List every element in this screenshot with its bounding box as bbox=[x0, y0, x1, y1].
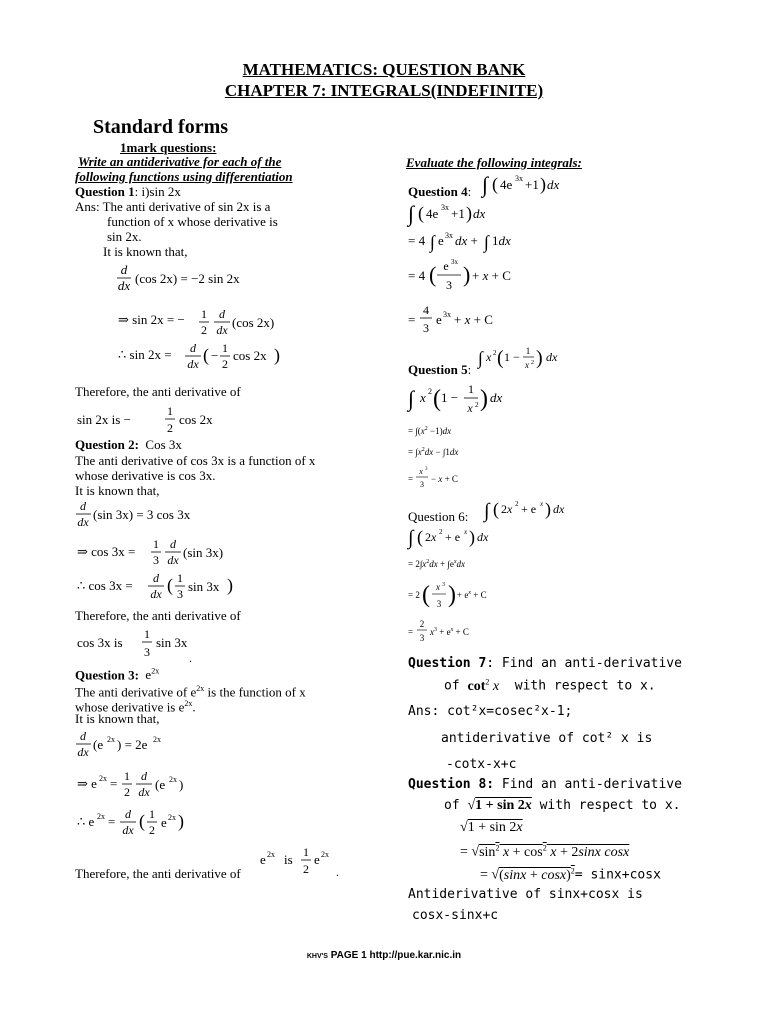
svg-text:∫: ∫ bbox=[408, 527, 414, 549]
svg-text:(sin 3x): (sin 3x) bbox=[183, 545, 224, 560]
svg-text:dx: dx bbox=[490, 390, 503, 405]
svg-text:dx: dx bbox=[117, 278, 131, 293]
q3-equations bbox=[75, 728, 265, 843]
svg-text:1: 1 bbox=[167, 404, 173, 418]
svg-text:sin 3x: sin 3x bbox=[156, 635, 188, 650]
q8-sqrt-expression: √1 + sin 2x bbox=[460, 820, 523, 835]
svg-text:): ) bbox=[545, 499, 551, 519]
q2-result bbox=[75, 625, 235, 665]
svg-text:∫: ∫ bbox=[408, 386, 415, 411]
svg-text:d: d bbox=[170, 537, 176, 551]
svg-text:): ) bbox=[448, 582, 456, 608]
q2-equations bbox=[75, 500, 265, 605]
svg-text:2x: 2x bbox=[169, 775, 177, 784]
svg-text:3x: 3x bbox=[515, 174, 523, 183]
svg-text:∫: ∫ bbox=[484, 500, 490, 522]
svg-text:dx: dx bbox=[473, 206, 486, 221]
svg-text:−: − bbox=[211, 348, 219, 363]
svg-text:e: e bbox=[443, 259, 449, 273]
svg-text:(e: (e bbox=[155, 777, 166, 792]
svg-text:= 4: = 4 bbox=[408, 233, 426, 248]
question-2-text: Cos 3x bbox=[145, 437, 182, 452]
svg-text:): ) bbox=[536, 347, 543, 369]
svg-text:3x: 3x bbox=[441, 203, 449, 212]
svg-text:cos 2x: cos 2x bbox=[179, 412, 213, 427]
svg-text:2x: 2x bbox=[168, 813, 176, 822]
svg-text:3x: 3x bbox=[451, 258, 458, 266]
svg-text:3: 3 bbox=[419, 633, 425, 643]
question-1 bbox=[75, 184, 181, 199]
question-6: Question 6: bbox=[408, 509, 469, 524]
svg-text:3: 3 bbox=[153, 553, 159, 567]
svg-text:= ∫x2dx − ∫1dx: = $\int x^2dx - \int 1dx$ bbox=[408, 447, 459, 457]
q1-known: It is known that, bbox=[103, 244, 188, 259]
question-8: Question 8: Find an anti-derivative bbox=[408, 777, 682, 792]
svg-text:4: 4 bbox=[423, 303, 429, 317]
svg-text:2: 2 bbox=[531, 360, 534, 366]
svg-text:3x: 3x bbox=[445, 231, 453, 240]
svg-text:x: x bbox=[525, 360, 529, 370]
svg-text:1dx: 1dx bbox=[492, 233, 511, 248]
svg-text:d: d bbox=[219, 307, 225, 321]
svg-text:+ ex + C: + $e^x + C$ bbox=[457, 590, 487, 600]
question-1-label: Question 1 bbox=[75, 184, 135, 199]
page-footer: KHV'S PAGE 1 http://pue.kar.nic.in bbox=[306, 950, 462, 961]
q1-therefore: Therefore, the anti derivative of bbox=[75, 384, 241, 399]
svg-text:dx: dx bbox=[138, 785, 150, 799]
q3-line-1: The anti derivative of $e^{2x}$ is the function of x bbox=[75, 684, 306, 700]
svg-text:.: . bbox=[336, 865, 339, 879]
svg-text:3: 3 bbox=[420, 480, 424, 489]
question-2 bbox=[75, 437, 182, 452]
svg-text:x: x bbox=[486, 350, 492, 364]
svg-text:2: 2 bbox=[201, 323, 207, 337]
q7-result: -cotx-x+c bbox=[446, 757, 517, 772]
svg-text:2: 2 bbox=[222, 357, 228, 370]
q1-answer-line-1: Ans: The anti derivative of sin 2x is a bbox=[75, 199, 271, 214]
svg-text:(sin 3x) = 3 cos 3x: (sin 3x) = 3 cos 3x bbox=[93, 507, 191, 522]
svg-text:2: 2 bbox=[124, 785, 130, 799]
svg-text:2: 2 bbox=[439, 528, 443, 536]
svg-text:∴ sin 2x =: ∴ sin 2x = bbox=[118, 347, 172, 362]
svg-text:+1: +1 bbox=[451, 206, 465, 221]
svg-text:2x: 2x bbox=[153, 735, 161, 744]
svg-text:=: = bbox=[108, 814, 116, 829]
svg-text:x: x bbox=[436, 582, 440, 592]
q7-answer: Ans: cot²x=cosec²x-1; bbox=[408, 704, 573, 719]
q8-step-2: = $√(\sin x + \cos x)^2= \sin x+\cos x$ bbox=[480, 866, 661, 883]
svg-text:(: ( bbox=[167, 575, 173, 595]
svg-text:e: e bbox=[436, 312, 442, 327]
svg-text:1: 1 bbox=[468, 382, 474, 396]
svg-text:sin 2x is −: sin 2x is − bbox=[77, 412, 131, 427]
svg-text:dx: dx bbox=[553, 502, 565, 516]
svg-text:1: 1 bbox=[222, 341, 228, 355]
q1-answer-line-2: function of x whose derivative is bbox=[107, 214, 278, 229]
svg-text:dx: dx bbox=[150, 587, 162, 601]
svg-text:(: ( bbox=[492, 174, 498, 194]
svg-text:sin 3x: sin 3x bbox=[188, 579, 220, 594]
svg-text:2: 2 bbox=[303, 862, 309, 876]
q7-antiderivative: antiderivative of cot² x is bbox=[441, 731, 653, 746]
q1-result bbox=[75, 400, 235, 440]
svg-text:) = 2e: ) = 2e bbox=[117, 737, 148, 752]
svg-text:2: 2 bbox=[149, 823, 155, 837]
svg-text:=: = bbox=[110, 776, 118, 791]
svg-text:1: 1 bbox=[124, 769, 130, 783]
svg-text:dx: dx bbox=[122, 823, 134, 837]
q8-antiderivative: Antiderivative of sinx+cosx is bbox=[408, 887, 643, 902]
svg-text:∴ cos 3x =: ∴ cos 3x = bbox=[77, 578, 133, 593]
svg-text:d: d bbox=[80, 729, 86, 743]
q8-line-2: of √1 + sin 2x with respect to x. bbox=[444, 798, 681, 813]
q3-therefore: Therefore, the anti derivative of bbox=[75, 866, 241, 881]
svg-text:d: d bbox=[190, 341, 196, 355]
svg-text:1: 1 bbox=[153, 537, 159, 551]
svg-text:1: 1 bbox=[144, 627, 150, 641]
q1-answer-line-3: sin 2x. bbox=[107, 229, 142, 244]
svg-text:= ∫(x2 −1)dx: = $\int(x^2 -1)dx$ bbox=[408, 426, 452, 436]
svg-text:): ) bbox=[274, 345, 280, 365]
question-2-label: Question 2: bbox=[75, 437, 139, 452]
svg-text:= 2∫x2dx + ∫exdx: = $2\int x^2dx + \int e^xdx$ bbox=[408, 559, 466, 569]
svg-text:3: 3 bbox=[177, 587, 183, 601]
svg-text:3: 3 bbox=[144, 645, 150, 659]
svg-text:+ x + C: + x + C bbox=[472, 268, 511, 283]
svg-text:1: 1 bbox=[201, 307, 207, 321]
svg-text:2x: 2x bbox=[99, 774, 107, 783]
svg-text:dx: dx bbox=[547, 177, 560, 192]
q8-result: cosx-sinx+c bbox=[412, 908, 499, 923]
svg-text:1 −: 1 − bbox=[504, 350, 520, 364]
svg-text:.: . bbox=[189, 651, 192, 665]
question-3-label: Question 3: bbox=[75, 667, 139, 683]
svg-text:1: 1 bbox=[149, 807, 155, 821]
question-4: Question 4: bbox=[408, 184, 472, 199]
svg-text:): ) bbox=[480, 386, 488, 412]
svg-text:e: e bbox=[161, 815, 167, 830]
svg-text:2x: 2x bbox=[97, 812, 105, 821]
svg-text:): ) bbox=[227, 575, 233, 595]
svg-text:dx: dx bbox=[167, 553, 179, 567]
svg-text:2: 2 bbox=[167, 421, 173, 435]
svg-text:∫: ∫ bbox=[478, 348, 483, 368]
q5-integral bbox=[476, 342, 576, 378]
svg-text:cos 2x: cos 2x bbox=[233, 348, 267, 363]
q6-integral bbox=[482, 494, 582, 524]
svg-text:(cos 2x) = −2 sin 2x: (cos 2x) = −2 sin 2x bbox=[135, 271, 240, 286]
svg-text:(: ( bbox=[433, 386, 441, 412]
svg-text:⇒ e: ⇒ e bbox=[77, 776, 97, 791]
svg-text:dx: dx bbox=[77, 745, 89, 759]
chapter-title: CHAPTER 7: INTEGRALS(INDEFINITE) bbox=[224, 81, 544, 100]
svg-text:dx: dx bbox=[477, 530, 489, 544]
svg-text:): ) bbox=[179, 777, 184, 792]
svg-text:x: x bbox=[464, 528, 468, 536]
q2-known: It is known that, bbox=[75, 483, 160, 498]
svg-text:dx +: dx + bbox=[455, 233, 478, 248]
svg-text:+ e: + e bbox=[521, 502, 537, 516]
svg-text:(: ( bbox=[418, 203, 424, 223]
svg-text:e: e bbox=[438, 233, 444, 248]
svg-text:=: = bbox=[408, 474, 414, 484]
svg-text:= 2: = 2 bbox=[408, 590, 420, 600]
svg-text:x3 + ex + C: $x^3 + e^x + C$ bbox=[430, 627, 469, 637]
svg-text:e: e bbox=[260, 852, 266, 867]
svg-text:d: d bbox=[80, 500, 86, 513]
svg-text:3x: 3x bbox=[443, 310, 451, 319]
svg-text:3: 3 bbox=[425, 467, 428, 472]
svg-text:∫: ∫ bbox=[482, 172, 489, 197]
instruction-line-1: Write an antiderivative for each of the bbox=[78, 154, 282, 169]
svg-text:4e: 4e bbox=[500, 177, 513, 192]
svg-text:x: x bbox=[419, 467, 423, 476]
svg-text:3: 3 bbox=[446, 278, 452, 292]
svg-text:d: d bbox=[125, 807, 131, 821]
svg-text:+ x + C: + x + C bbox=[454, 312, 493, 327]
svg-text:): ) bbox=[466, 203, 472, 223]
svg-text:1 −: 1 − bbox=[441, 390, 459, 405]
svg-text:x: x bbox=[420, 390, 426, 405]
svg-text:cos 3x is: cos 3x is bbox=[77, 635, 123, 650]
svg-text:2x: 2x bbox=[321, 850, 329, 859]
svg-text:2x: 2x bbox=[501, 502, 513, 516]
svg-text:∫: ∫ bbox=[430, 232, 435, 252]
svg-text:2x: 2x bbox=[107, 735, 115, 744]
svg-text:3: 3 bbox=[436, 599, 442, 609]
svg-text:= 4: = 4 bbox=[408, 268, 426, 283]
svg-text:2: 2 bbox=[515, 500, 519, 508]
svg-text:(: ( bbox=[422, 582, 430, 608]
svg-text:1: 1 bbox=[525, 346, 531, 356]
q7-line-2: of $\cot^2 x$ with respect to x. bbox=[444, 677, 656, 694]
svg-text:2: 2 bbox=[475, 401, 479, 409]
svg-text:∫: ∫ bbox=[408, 201, 415, 226]
svg-text:(: ( bbox=[429, 262, 437, 287]
svg-text:+ e: + e bbox=[445, 530, 461, 544]
svg-text:(e: (e bbox=[93, 737, 104, 752]
svg-text:3: 3 bbox=[442, 582, 445, 588]
q2-therefore: Therefore, the anti derivative of bbox=[75, 608, 241, 623]
svg-text:− x + C: − x + C bbox=[431, 474, 458, 484]
svg-text:1: 1 bbox=[177, 571, 183, 585]
q1-equations bbox=[110, 260, 300, 370]
svg-text:1: 1 bbox=[303, 848, 309, 859]
svg-text:2: 2 bbox=[493, 349, 497, 357]
q3-result bbox=[258, 848, 358, 884]
q4-solution bbox=[406, 197, 606, 342]
svg-text:3: 3 bbox=[423, 321, 429, 335]
svg-text:x: x bbox=[540, 500, 544, 508]
svg-text:): ) bbox=[463, 262, 471, 287]
question-1-text: : i)sin 2x bbox=[134, 184, 181, 199]
svg-text:d: d bbox=[120, 262, 128, 277]
svg-text:⇒ cos 3x =: ⇒ cos 3x = bbox=[77, 544, 136, 559]
evaluate-heading: Evaluate the following integrals: bbox=[406, 155, 582, 170]
svg-text:2x: 2x bbox=[267, 850, 275, 859]
svg-text:(: ( bbox=[139, 811, 145, 831]
svg-text:⇒ sin 2x = −: ⇒ sin 2x = − bbox=[118, 312, 185, 327]
svg-text:x: x bbox=[467, 401, 473, 415]
svg-text:=: = bbox=[408, 627, 414, 637]
svg-text:e: e bbox=[314, 852, 320, 867]
instruction-line-2: following functions using differentiation bbox=[75, 169, 293, 184]
svg-text:is: is bbox=[284, 852, 293, 867]
svg-text:(: ( bbox=[203, 345, 209, 365]
svg-text:∴ e: ∴ e bbox=[77, 814, 95, 829]
q2-line-1: The anti derivative of cos 3x is a function of x bbox=[75, 453, 316, 468]
svg-text:d: d bbox=[141, 769, 147, 783]
svg-text:(: ( bbox=[493, 499, 499, 519]
svg-text:4e: 4e bbox=[426, 206, 439, 221]
svg-text:2: 2 bbox=[428, 387, 432, 396]
page-title: MATHEMATICS: QUESTION BANK bbox=[242, 60, 526, 79]
svg-text:(: ( bbox=[417, 527, 423, 547]
svg-text:=: = bbox=[408, 312, 416, 327]
q2-line-2: whose derivative is cos 3x. bbox=[75, 468, 216, 483]
q4-integral bbox=[480, 168, 580, 200]
svg-text:dx: dx bbox=[546, 350, 558, 364]
one-mark-heading: 1mark questions: bbox=[120, 140, 217, 155]
svg-text:(cos 2x): (cos 2x) bbox=[232, 315, 275, 330]
q3-known: It is known that, bbox=[75, 711, 160, 726]
q5-solution bbox=[406, 378, 566, 498]
section-title: Standard forms bbox=[93, 116, 229, 138]
svg-text:): ) bbox=[540, 174, 546, 194]
svg-text:2x: 2x bbox=[425, 530, 437, 544]
q8-step-1: = $√\sin^2$ $x + \cos^2 x + 2\sin x$ cosx bbox=[460, 843, 630, 860]
svg-text:): ) bbox=[178, 811, 184, 831]
question-7: Question 7: Find an anti-derivative bbox=[408, 656, 682, 671]
svg-text:(: ( bbox=[497, 347, 504, 369]
svg-text:d: d bbox=[153, 571, 159, 585]
q6-solution bbox=[406, 524, 586, 649]
svg-text:∫: ∫ bbox=[484, 232, 489, 252]
svg-text:dx: dx bbox=[187, 357, 199, 370]
svg-text:+1: +1 bbox=[525, 177, 539, 192]
svg-text:): ) bbox=[469, 527, 475, 547]
svg-text:dx: dx bbox=[77, 515, 89, 529]
question-5: Question 5: bbox=[408, 362, 472, 377]
question-3: Question 3: $e^{2x}$ bbox=[75, 667, 160, 683]
q3-line-2: whose derivative is $e^{2x}$. bbox=[75, 699, 196, 715]
svg-text:dx: dx bbox=[216, 323, 228, 337]
svg-text:2: 2 bbox=[419, 619, 425, 629]
